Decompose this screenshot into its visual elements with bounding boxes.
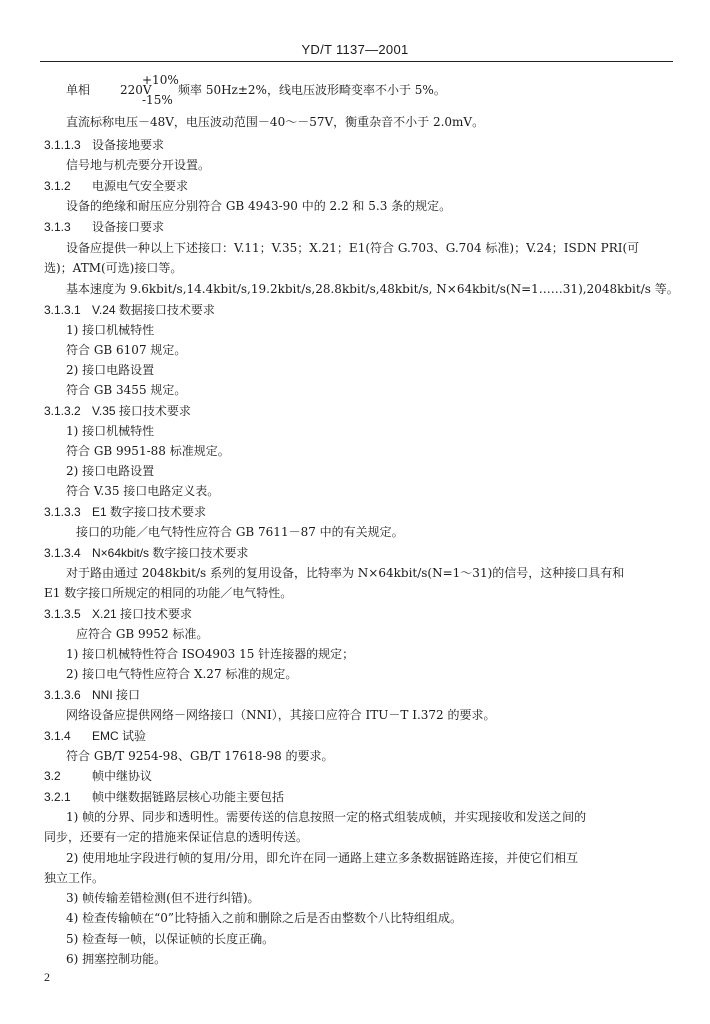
section-title: V.35 接口技术要求 [92,404,191,418]
header-divider [40,61,673,62]
section-heading [44,178,188,194]
body-text-line: 2) 接口电气特性应符合 X.27 标准的规定。 [66,667,298,681]
section-number: 3.2.1 [44,790,71,804]
section-title: EMC 试验 [92,729,147,743]
section-heading [44,219,164,235]
body-text-line: E1 数字接口所规定的相同的功能／电气特性。 [44,586,293,600]
section-title: 设备接地要求 [92,138,165,152]
body-text-line: 基本速度为 9.6kbit/s,14.4kbit/s,19.2kbit/s,28.8kbit/s,48kbit/s, N×64kbit/s(N=1……31),2048kbit/s 等。 [66,282,679,296]
section-title: 帧中继数据链路层核心功能主要包括 [92,790,285,804]
body-text-line: 符合 V.35 接口电路定义表。 [66,484,220,498]
body-text-line: 网络设备应提供网络－网络接口（NNI），其接口应符合 ITU－T I.372 的要求。 [66,708,496,722]
section-number: 3.1.2 [44,179,71,193]
body-text-line: 符合 GB 3455 规定。 [66,383,187,397]
body-text-line: 4) 检查传输帧在“0”比特插入之前和删除之后是否由整数个八比特组组成。 [66,911,463,925]
section-title: 设备接口要求 [92,220,165,234]
body-text-line: 同步，还要有一定的措施来保证信息的透明传送。 [44,830,309,844]
voltage-value: 220V [120,83,152,97]
body-text-line: 6) 拥塞控制功能。 [66,952,167,966]
section-title: X.21 接口技术要求 [92,607,193,621]
body-text-line: 符合 GB/T 9254-98、GB/T 17618-98 的要求。 [66,749,334,763]
section-title: E1 数字接口技术要求 [92,505,207,519]
section-number: 3.1.3.6 [44,688,81,702]
section-number: 3.1.1.3 [44,138,81,152]
section-number: 3.1.3.5 [44,607,81,621]
body-text-line: 直流标称电压－48V，电压波动范围－40～－57V，衡重杂音不小于 2.0mV。 [66,115,485,129]
section-heading [44,137,164,153]
body-text-line: 3) 帧传输差错检测(但不进行纠错)。 [66,891,260,905]
frequency-spec: 频率 50Hz±2%，线电压波形畸变率不小于 5%。 [178,83,446,97]
section-heading [44,789,284,805]
body-text-line: 符合 GB 6107 规定。 [66,343,187,357]
body-text-line: 2) 使用地址字段进行帧的复用/分用，即允许在同一通路上建立多条数据链路连接，并使它们相互 [66,851,579,865]
body-text-line: 独立工作。 [44,871,105,885]
section-number: 3.1.3.1 [44,303,81,317]
page-header: YD/T 1137—2001 [301,42,409,57]
section-title: V.24 数据接口技术要求 [92,303,215,317]
body-text-line: 2) 接口电路设置 [66,464,155,478]
section-heading [44,545,248,561]
body-text-line: 符合 GB 9951-88 标准规定。 [66,444,230,458]
section-title: 电源电气安全要求 [92,179,189,193]
tolerance-minus: -15% [142,93,173,107]
body-text-line: 2) 接口电路设置 [66,363,155,377]
section-number: 3.1.3.3 [44,505,81,519]
section-heading [44,687,140,703]
body-text-line: 5) 检查每一帧，以保证帧的长度正确。 [66,932,275,946]
section-heading [44,728,146,744]
body-text-line: 对于路由通过 2048kbit/s 系列的复用设备，比特率为 N×64kbit/s(N=1～31)的信号，这种接口具有和 [66,566,625,580]
section-number: 3.2 [44,769,61,783]
section-title: NNI 接口 [92,688,141,702]
body-text-line: 设备的绝缘和耐压应分别符合 GB 4943-90 中的 2.2 和 5.3 条的规定。 [66,199,452,213]
tolerance-plus: +10% [142,73,179,87]
body-text-line: 1) 接口机械特性符合 ISO4903 15 针连接器的规定； [66,647,355,661]
section-title: 帧中继协议 [92,769,153,783]
body-text-line: 1) 接口机械特性 [66,323,155,337]
section-number: 3.1.3.2 [44,404,81,418]
body-text-line: 应符合 GB 9952 标准。 [76,627,209,641]
section-number: 3.1.4 [44,729,71,743]
section-heading [44,302,215,318]
body-text-line: 信号地与机壳要分开设置。 [66,158,211,172]
body-text-line: 接口的功能／电气特性应符合 GB 7611－87 中的有关规定。 [76,525,404,539]
section-heading [44,606,192,622]
body-text-line: 1) 接口机械特性 [66,424,155,438]
section-title: N×64kbit/s 数字接口技术要求 [92,546,249,560]
body-text-line: 设备应提供一种以上下述接口：V.11；V.35；X.21；E1(符合 G.703、G.704 标准)；V.24；ISDN PRI(可 [66,241,640,255]
single-phase-label: 单相 [66,83,91,97]
section-heading [44,504,206,520]
page-number: 2 [44,970,50,984]
section-number: 3.1.3.4 [44,546,81,560]
section-heading [44,403,191,419]
body-text-line: 选)；ATM(可选)接口等。 [44,261,183,275]
section-number: 3.1.3 [44,220,71,234]
section-heading [44,768,152,784]
body-text-line: 1) 帧的分界、同步和透明性。需要传送的信息按照一定的格式组装成帧，并实现接收和发送之间的 [66,810,587,824]
